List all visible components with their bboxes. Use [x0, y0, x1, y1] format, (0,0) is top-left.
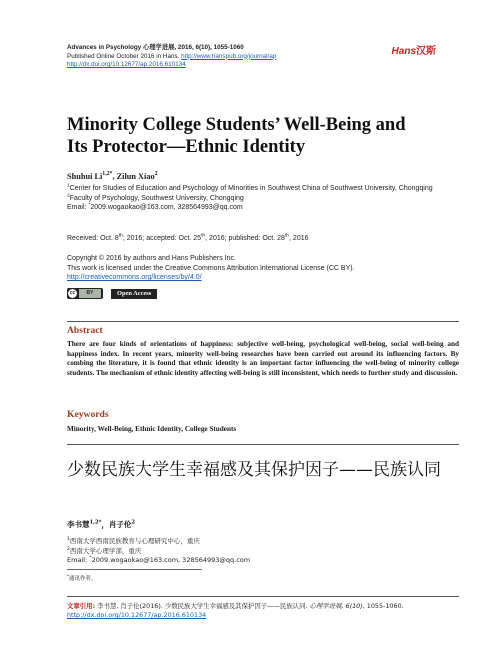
logo-text-en: Hans: [391, 46, 416, 57]
email-marker: *: [88, 202, 91, 208]
citation-block: [67, 602, 467, 620]
affiliation-2: [67, 194, 467, 204]
accepted-suffix: th: [201, 233, 206, 239]
author-1: Shuhui Li: [67, 172, 103, 181]
license-badges: [67, 285, 157, 297]
chinese-affiliation-1: [67, 537, 250, 547]
published-year: , 2016: [289, 235, 309, 242]
journal-name-en: Advances in Psychology: [67, 44, 142, 51]
citation-doi-link[interactable]: http://dx.doi.org/10.12677/ap.2016.610134: [67, 611, 207, 620]
chinese-affiliation-2-number: 2: [67, 546, 70, 552]
email-label: Email:: [67, 204, 87, 212]
logo-text-cn: 汉斯: [416, 46, 436, 57]
dates-line: [67, 235, 467, 242]
published-date: , 2016; published: Oct. 28: [205, 235, 285, 242]
affiliation-1-number: 1: [67, 183, 70, 189]
citation-pages: , 1055-1060.: [362, 602, 404, 610]
cc-icon: cc: [69, 290, 76, 297]
open-access-badge: Open Access: [111, 289, 157, 299]
cc-by-badge-icon[interactable]: [67, 288, 103, 299]
received-date: Received: Oct. 8: [67, 235, 119, 242]
affiliation-2-number: 2: [67, 193, 70, 199]
abstract-text: There are four kinds of orientations of happiness: subjective well-being, psychological well-being, social well-being and happiness index. In recent years, minority well-being researches have been carried out around its influencing factors. By combing the literature, it is found that ethnic identity is an important factor influencing the well-being of minority college students. The mechanism of ethnic identity affecting well-being is still inconsistent, which needs to further study and discussion.: [67, 340, 459, 378]
author-2-affiliation: 2: [154, 171, 158, 178]
author-1-affiliation: 1,2*: [102, 171, 113, 178]
chinese-affiliations: [67, 537, 250, 566]
section-divider: [67, 596, 459, 597]
published-line: [67, 53, 437, 62]
affiliations: [67, 184, 467, 213]
email-line: [67, 203, 467, 213]
author-2: Zilun Xiao: [116, 172, 155, 181]
chinese-author-line: [67, 519, 135, 530]
publisher-logo: [392, 42, 436, 57]
citation-text: 李书慧, 肖子伦(2016). 少数民族大学生幸福感及其保护因子——民族认同.: [95, 602, 310, 610]
affiliation-2-text: Faculty of Psychology, Southwest University, Chongqing: [69, 194, 244, 202]
published-text: Published Online October 2016 in Hans.: [67, 52, 180, 60]
chinese-title: 少数民族大学生幸福感及其保护因子——民族认同: [67, 460, 441, 480]
chinese-author-2-affiliation: 2: [131, 519, 136, 526]
copyright-block: [67, 254, 467, 283]
journal-name-cn: 心理学进展: [142, 44, 175, 51]
license-link[interactable]: http://creativecommons.org/licenses/by/4.0/: [67, 274, 202, 282]
chinese-email-marker: *: [89, 555, 92, 561]
keywords-heading: Keywords: [67, 409, 109, 420]
abstract-heading: Abstract: [67, 325, 103, 336]
citation-label: 文章引用:: [67, 602, 96, 610]
chinese-email-line: [67, 556, 250, 566]
keywords-text: Minority, Well-Being, Ethnic Identity, College Students: [67, 425, 237, 433]
journal-volume: , 2016, 6(10), 1055-1060: [174, 44, 244, 51]
chinese-affiliation-2: [67, 547, 250, 557]
citation-journal: 心理学进展, 6(10): [309, 602, 363, 610]
published-suffix: th: [284, 233, 290, 239]
license-line: This work is licensed under the Creative Commons Attribution International License (CC BY).: [67, 264, 355, 272]
journal-header: [67, 44, 437, 70]
doi-link[interactable]: http://dx.doi.org/10.12677/ap.2016.610134: [67, 61, 186, 69]
author-line: [67, 172, 158, 181]
journal-line: [67, 44, 437, 53]
author-separator: ,: [112, 172, 117, 181]
chinese-affiliation-1-number: 1: [67, 536, 70, 542]
footnote-divider: [67, 569, 202, 570]
chinese-affiliation-2-text: 西南大学心理学部，重庆: [69, 546, 142, 555]
footnote: [67, 574, 96, 582]
footnote-marker: *: [67, 573, 69, 579]
chinese-affiliation-1-text: 西南大学西南民族教育与心理研究中心，重庆: [69, 537, 200, 545]
accepted-date: ; 2016; accepted: Oct. 25: [122, 235, 202, 242]
chinese-email-address[interactable]: 2009.wogaokao@163.com, 328564993@qq.com: [91, 556, 251, 564]
affiliation-1-text: Center for Studies of Education and Psychology of Minorities in Southwest China of Southwest University, Chongqing: [69, 185, 433, 192]
chinese-author-1: 李书慧: [67, 520, 90, 529]
by-icon: BY: [79, 289, 101, 298]
chinese-email-label: Email:: [67, 556, 88, 564]
received-suffix: th: [118, 233, 123, 239]
affiliation-1: [67, 184, 467, 194]
copyright-line: Copyright © 2016 by authors and Hans Publishers Inc.: [67, 255, 236, 262]
paper-title: Minority College Students’ Well-Being and Its Protector—Ethnic Identity: [67, 115, 406, 157]
footnote-text: 通讯作者。: [68, 576, 97, 582]
section-divider: [67, 321, 459, 322]
chinese-author-1-affiliation: 1,2*: [89, 519, 102, 526]
journal-link[interactable]: http://www.hanspub.org/journal/ap: [181, 52, 277, 60]
email-address[interactable]: 2009.wogaokao@163.com, 328564993@qq.com: [90, 204, 243, 212]
chinese-author-2: ，肖子伦: [101, 520, 132, 529]
section-divider: [67, 444, 459, 445]
